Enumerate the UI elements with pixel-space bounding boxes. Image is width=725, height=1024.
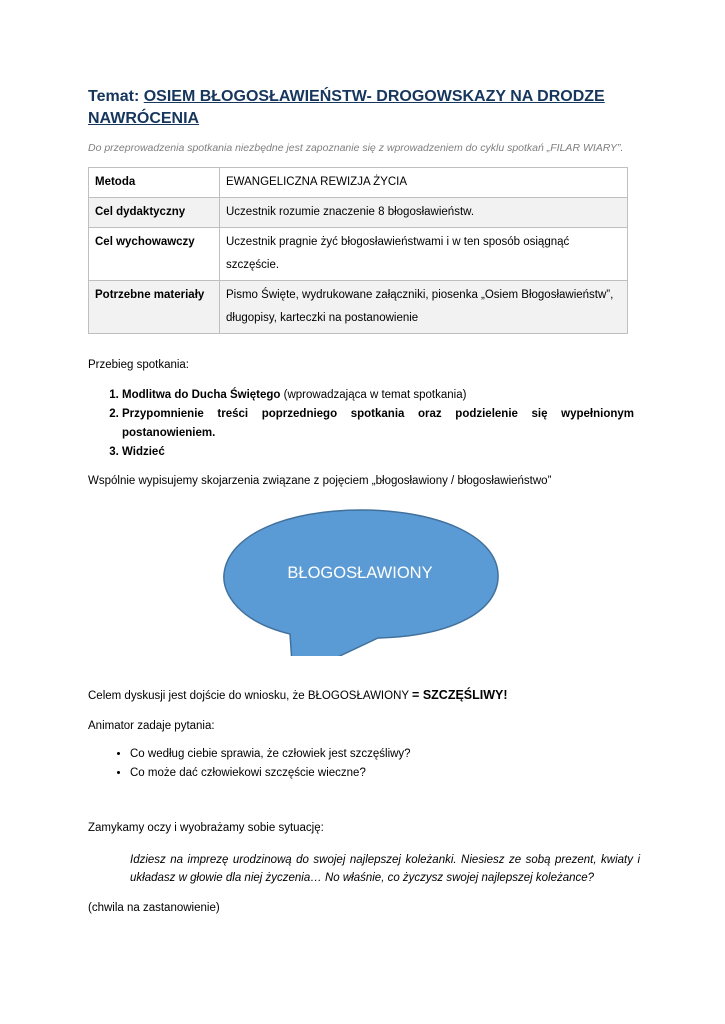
step-normal: (wprowadzająca w temat spotkania): [280, 389, 467, 401]
step-bold: Przypomnienie treści poprzedniego spotkania oraz podzielenie się wypełnionym postanowieniem.: [122, 408, 634, 439]
table-row: [89, 168, 628, 198]
step-bold: Modlitwa do Ducha Świętego: [122, 389, 281, 401]
animator-text: Animator zadaje pytania:: [88, 720, 215, 732]
page-title: [88, 86, 640, 130]
przebieg-heading: Przebieg spotkania:: [88, 359, 190, 371]
questions-list: [88, 745, 640, 783]
celem-emph: = SZCZĘŚLIWY!: [412, 688, 508, 702]
table-value: Uczestnik rozumie znaczenie 8 błogosławieństw.: [220, 198, 628, 228]
table-value: Pismo Święte, wydrukowane załączniki, piosenka „Osiem Błogosławieństw”, długopisy, karteczki na postanowienie: [220, 281, 628, 334]
list-item: • Co według ciebie sprawia, że człowiek jest szczęśliwy?: [130, 745, 640, 764]
list-item: • Co może dać człowiekowi szczęście wieczne?: [130, 764, 640, 783]
table-key: Potrzebne materiały: [89, 281, 220, 334]
title-topic: OSIEM BŁOGOSŁAWIEŃSTW- DROGOWSKAZY NA DRODZE NAWRÓCENIA: [88, 88, 605, 127]
zamykamy-text: Zamykamy oczy i wyobrażamy sobie sytuację:: [88, 822, 324, 834]
list-item: [122, 386, 640, 405]
table-key: Cel dydaktyczny: [89, 198, 220, 228]
list-item: [122, 405, 640, 443]
table-key: Cel wychowawczy: [89, 228, 220, 281]
table-value: EWANGELICZNA REWIZJA ŻYCIA: [220, 168, 628, 198]
list-item: [122, 443, 640, 462]
intro-note: Do przeprowadzenia spotkania niezbędne jest zapoznanie się z wprowadzeniem do cyklu spotkań „FILAR WIARY”.: [88, 142, 624, 154]
info-table: [88, 167, 628, 334]
table-row: [89, 228, 628, 281]
celem-lead: Celem dyskusji jest dojście do wniosku, że BŁOGOSŁAWIONY: [88, 690, 413, 702]
title-prefix: Temat:: [88, 88, 144, 105]
celem-text: [88, 686, 640, 705]
document-page: [88, 86, 640, 917]
bubble-text: BŁOGOSŁAWIONY: [287, 564, 433, 582]
bubble-outline: [224, 510, 498, 656]
step-bold: Widzieć: [122, 446, 165, 458]
speech-bubble-shape: [88, 506, 628, 656]
wspolnie-text: Wspólnie wypisujemy skojarzenia związane z pojęciem „błogosławiony / błogosławieństwo”: [88, 475, 552, 487]
table-row: [89, 198, 628, 228]
speech-bubble: [88, 506, 628, 656]
table-row: [89, 281, 628, 334]
table-value: Uczestnik pragnie żyć błogosławieństwami i w ten sposób osiągnąć szczęście.: [220, 228, 628, 281]
chwila-text: (chwila na zastanowienie): [88, 902, 220, 914]
table-key: Metoda: [89, 168, 220, 198]
steps-list: [88, 386, 640, 462]
story-text: Idziesz na imprezę urodzinową do swojej najlepszej koleżanki. Niesiesz ze sobą prezent, kwiaty i układasz w głowie dla niej życzenia… No właśnie, co życzysz swojej najlepszej koleżance?: [130, 854, 640, 884]
